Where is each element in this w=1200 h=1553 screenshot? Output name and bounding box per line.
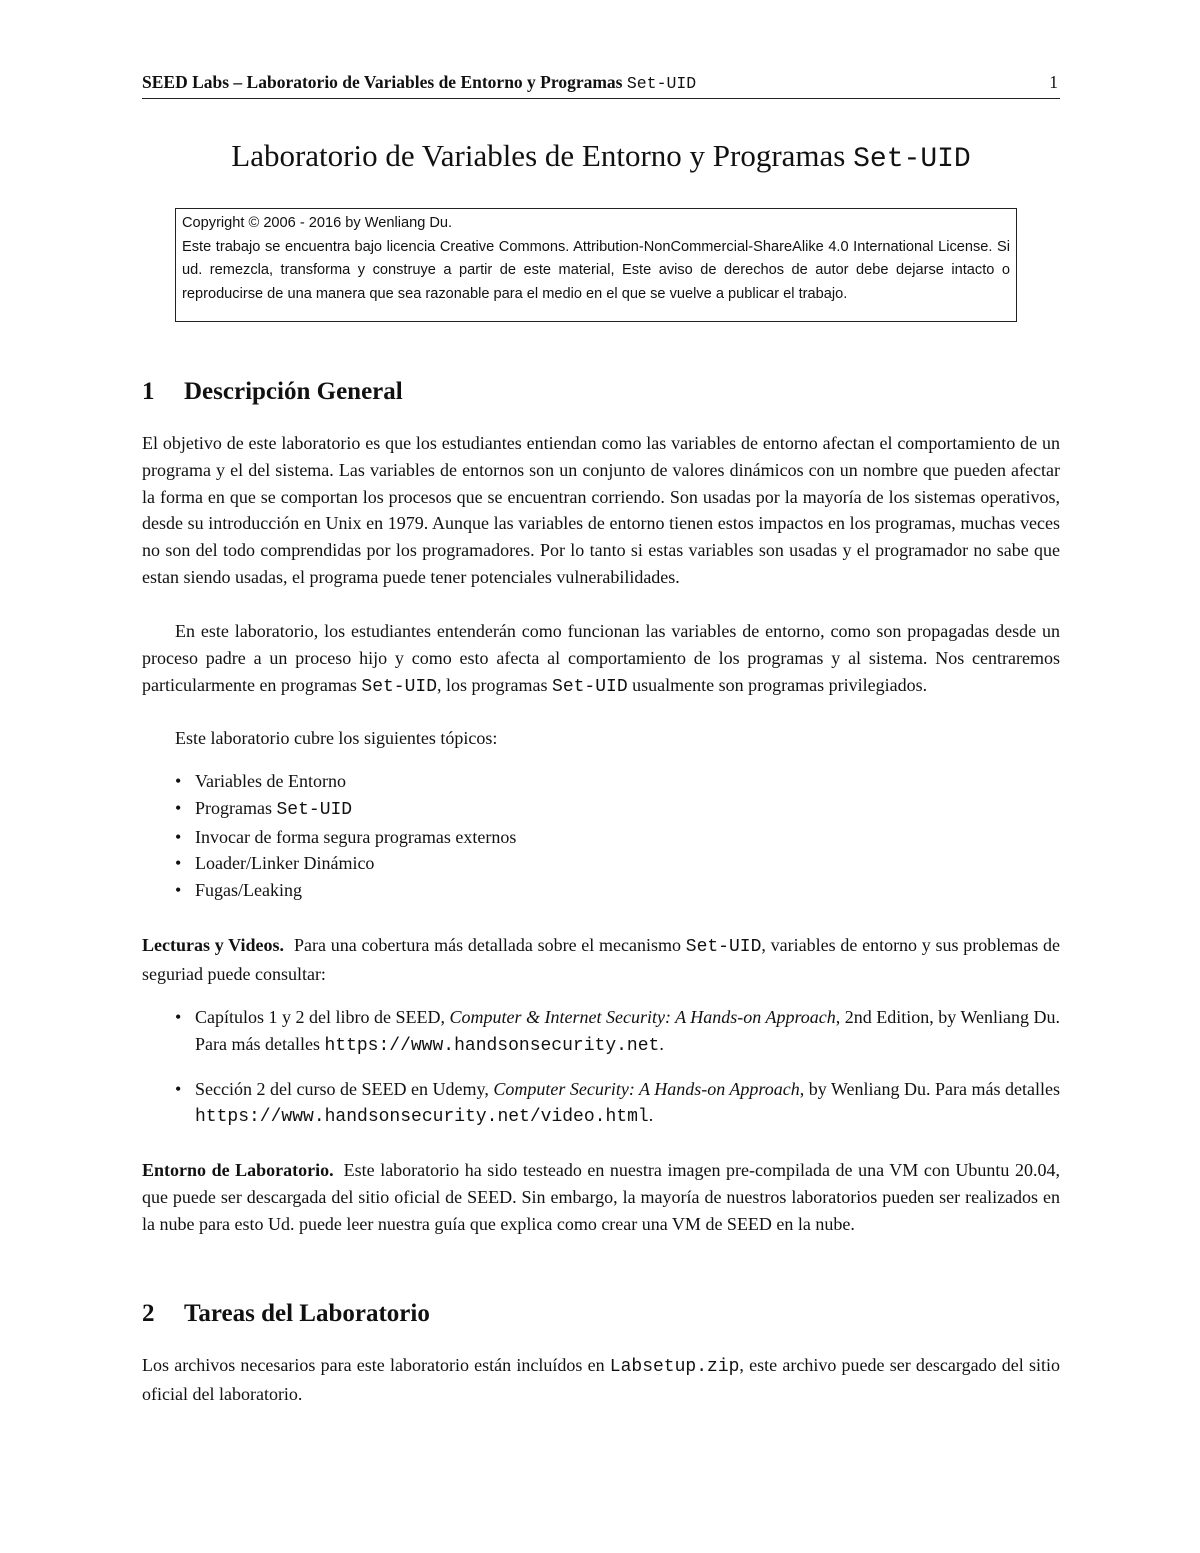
header-title: SEED Labs – Laboratorio de Variables de Entorno y Programas Set-UID — [142, 72, 697, 93]
lab-tasks-paragraph: Los archivos necesarios para este laboratorio están incluídos en Labsetup.zip, este archivo puede ser descargado del sitio oficial del laboratorio. — [142, 1355, 1060, 1404]
list-item: • Loader/Linker Dinámico — [175, 853, 375, 874]
list-item: • Sección 2 del curso de SEED en Udemy, Computer Security: A Hands-on Approach, by Wenliang Du. Para más detalles https://www.handsonsecurity.net/video.html. — [175, 1078, 1060, 1128]
list-item: • Fugas/Leaking — [175, 880, 302, 901]
page-number: 1 — [1049, 72, 1058, 92]
readings-paragraph: Lecturas y Videos. Para una cobertura más detallada sobre el mecanismo Set-UID, variables de entorno y sus problemas de seguriad puede consultar: — [142, 935, 1061, 984]
topics-intro: Este laboratorio cubre los siguientes tópicos: — [175, 728, 498, 748]
scope-paragraph: En este laboratorio, los estudiantes entenderán como funcionan las variables de entorno, como son propagadas desde un proceso padre a un proceso hijo y como esto afecta al comportamiento de los programas y al sistema. Nos centraremos particularmente en programas Set-UID, los programas Set-UID usualmente son programas privilegiados. — [142, 621, 1060, 697]
list-item: • Capítulos 1 y 2 del libro de SEED, Computer & Internet Security: A Hands-on Approach, 2nd Edition, by Wenliang Du. Para más detalles https://www.handsonsecurity.net. — [175, 1007, 1061, 1056]
intro-paragraph: El objetivo de este laboratorio es que los estudiantes entiendan como las variables de entorno afectan el comportamiento de un programa y el del sistema. Las variables de entornos son un conjunto de valores dinámicos con un nombre que pueden afectar la forma en que se comportan los procesos que se encuentran corriendo. Son usadas por la mayoría de los sistemas operativos, desde su introducción en Unix en 1979. Aunque las variables de entorno tienen estos impactos en los programas, muchas veces no son del todo comprendidas por los programadores. Por lo tanto si estas variables son usadas y el programador no sabe que estan siendo usadas, el programa puede tener potenciales vulnerabilidades. — [142, 433, 1060, 587]
video-link[interactable]: https://www.handsonsecurity.net/video.html — [195, 1107, 649, 1128]
list-item: • Invocar de forma segura programas externos — [175, 826, 517, 847]
book-link[interactable]: https://www.handsonsecurity.net — [324, 1035, 660, 1056]
running-header — [142, 70, 1060, 99]
topics-list — [175, 768, 1060, 904]
document-page — [142, 0, 1060, 1553]
readings-list — [175, 1004, 1060, 1147]
copyright-notice — [175, 208, 1017, 322]
copyright-line: Copyright © 2006 - 2016 by Wenliang Du. — [182, 215, 453, 231]
list-item: • Programas Set-UID — [175, 797, 353, 820]
document-title: Laboratorio de Variables de Entorno y Programas Set-UID — [231, 138, 971, 175]
license-text: Este trabajo se encuentra bajo licencia Creative Commons. Attribution-NonCommercial-ShareAlike 4.0 International License. Si ud. remezcla, transforma y construye a partir de este material, Este aviso de derechos de autor debe dejarse intacto o reproducirse de una manera que sea razonable para el medio en el que se vuelve a publicar el trabajo. — [182, 238, 1010, 302]
lab-environment-paragraph: Entorno de Laboratorio. Este laboratorio ha sido testeado en nuestra imagen pre-compilada de una VM con Ubuntu 20.04, que puede ser descargada del sitio oficial de SEED. Sin embargo, la mayoría de nuestros laboratorios pueden ser realizados en la nube para esto Ud. puede leer nuestra guía que explica como crear una VM de SEED en la nube. — [142, 1160, 1060, 1234]
list-item: • Variables de Entorno — [175, 771, 346, 791]
section-heading-1: 1 Descripción General — [142, 378, 403, 405]
section-heading-2: 2 Tareas del Laboratorio — [142, 1300, 430, 1327]
